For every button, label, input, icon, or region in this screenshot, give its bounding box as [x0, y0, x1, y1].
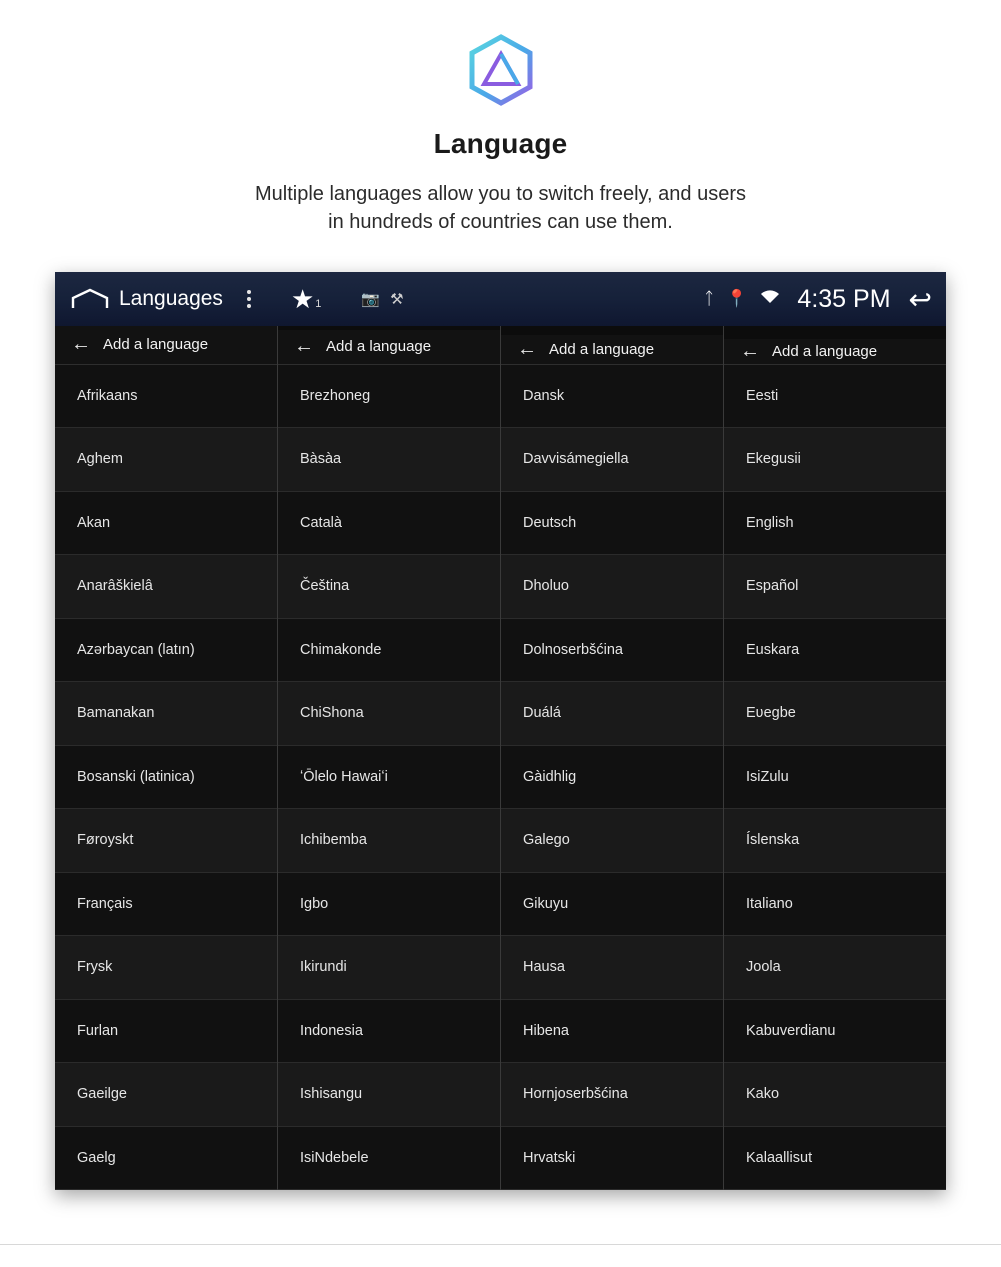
list-item[interactable]: Furlan	[55, 1000, 277, 1064]
panel-3-title: Add a language	[549, 340, 655, 358]
back-arrow-icon[interactable]: ←	[294, 335, 314, 358]
list-item[interactable]: Ekegusii	[724, 428, 946, 492]
more-vertical-icon[interactable]	[241, 290, 257, 308]
status-app-title: Languages	[119, 287, 223, 310]
image-icon[interactable]: 📷	[361, 291, 381, 308]
list-item[interactable]: Català	[278, 492, 500, 556]
list-item[interactable]: English	[724, 492, 946, 556]
list-item[interactable]: Hausa	[501, 936, 723, 1000]
list-item[interactable]: Anarâškielâ	[55, 555, 277, 619]
page-subtitle	[0, 180, 1001, 236]
panel-4	[724, 326, 946, 1190]
star-icon[interactable]	[291, 286, 321, 312]
list-item[interactable]: Afrikaans	[55, 365, 277, 429]
list-item[interactable]: Čeština	[278, 555, 500, 619]
panel-1-list[interactable]	[55, 365, 277, 1191]
list-item[interactable]: Føroyskt	[55, 809, 277, 873]
list-item[interactable]: Dolnoserbšćina	[501, 619, 723, 683]
list-item[interactable]: Azərbaycan (latın)	[55, 619, 277, 683]
panel-3-list[interactable]	[501, 365, 723, 1191]
list-item[interactable]: Gaelg	[55, 1127, 277, 1191]
subtitle-line-1: Multiple languages allow you to switch freely, and users	[255, 183, 746, 205]
panel-4-title: Add a language	[772, 342, 878, 360]
list-item[interactable]: Français	[55, 873, 277, 937]
list-item[interactable]: Joola	[724, 936, 946, 1000]
back-arrow-icon[interactable]: ←	[71, 333, 91, 356]
media-icons	[361, 290, 403, 308]
usb-icon[interactable]: ⚒	[390, 291, 404, 308]
list-item[interactable]: Ichibemba	[278, 809, 500, 873]
list-item[interactable]: Duálá	[501, 682, 723, 746]
list-item[interactable]: ʻŌlelo Hawaiʻi	[278, 746, 500, 810]
wifi-icon[interactable]	[759, 289, 781, 310]
list-item[interactable]: Gaeilge	[55, 1063, 277, 1127]
list-item[interactable]: Hornjoserbšćina	[501, 1063, 723, 1127]
back-arrow-icon[interactable]: ↩	[908, 283, 932, 315]
device-screenshot	[55, 272, 946, 1190]
list-item[interactable]: Akan	[55, 492, 277, 556]
list-item[interactable]: Bàsàa	[278, 428, 500, 492]
logo-container	[0, 0, 1001, 106]
panel-3	[501, 326, 724, 1190]
list-item[interactable]: Galego	[501, 809, 723, 873]
list-item[interactable]: Kalaallisut	[724, 1127, 946, 1191]
status-bar	[55, 272, 946, 326]
location-pin-icon[interactable]: 📍	[726, 289, 748, 308]
panel-1-title: Add a language	[103, 336, 209, 354]
list-item[interactable]: Hibena	[501, 1000, 723, 1064]
bluetooth-icon[interactable]: ᛏ	[704, 289, 715, 308]
list-item[interactable]: Bosanski (latinica)	[55, 746, 277, 810]
page-title: Language	[433, 128, 568, 159]
list-item[interactable]: Hrvatski	[501, 1127, 723, 1191]
list-item[interactable]: Español	[724, 555, 946, 619]
list-item[interactable]: Dholuo	[501, 555, 723, 619]
panel-1-header	[55, 326, 277, 365]
status-right-cluster	[704, 283, 946, 316]
footer-divider	[0, 1244, 1001, 1245]
list-item[interactable]: Eesti	[724, 365, 946, 429]
list-item[interactable]: Euskara	[724, 619, 946, 683]
list-item[interactable]: Kako	[724, 1063, 946, 1127]
list-item[interactable]: Kabuverdianu	[724, 1000, 946, 1064]
list-item[interactable]: Ikirundi	[278, 936, 500, 1000]
panel-1	[55, 326, 278, 1190]
home-icon[interactable]	[69, 286, 111, 312]
list-item[interactable]: Italiano	[724, 873, 946, 937]
panel-2-header	[278, 330, 500, 365]
list-item[interactable]: Igbo	[278, 873, 500, 937]
list-item[interactable]: Eʋegbe	[724, 682, 946, 746]
back-arrow-icon[interactable]: ←	[517, 337, 537, 360]
list-item[interactable]: Brezhoneg	[278, 365, 500, 429]
status-clock: 4:35 PM	[797, 284, 891, 313]
star-count: 1	[315, 298, 322, 310]
subtitle-line-2: in hundreds of countries can use them.	[328, 211, 673, 233]
list-item[interactable]: Frysk	[55, 936, 277, 1000]
panel-2	[278, 326, 501, 1190]
list-item[interactable]: Bamanakan	[55, 682, 277, 746]
list-item[interactable]: Aghem	[55, 428, 277, 492]
list-item[interactable]: ChiShona	[278, 682, 500, 746]
list-item[interactable]: Indonesia	[278, 1000, 500, 1064]
star-glyph: ★	[290, 284, 315, 314]
panel-4-list[interactable]	[724, 365, 946, 1191]
list-item[interactable]: Gikuyu	[501, 873, 723, 937]
list-item[interactable]: Davvisámegiella	[501, 428, 723, 492]
list-item[interactable]: Íslenska	[724, 809, 946, 873]
panel-2-title: Add a language	[326, 338, 432, 356]
list-item[interactable]: Ishisangu	[278, 1063, 500, 1127]
list-item[interactable]: Dansk	[501, 365, 723, 429]
panel-2-list[interactable]	[278, 365, 500, 1191]
list-item[interactable]: IsiNdebele	[278, 1127, 500, 1191]
back-arrow-icon[interactable]: ←	[740, 339, 760, 362]
list-item[interactable]: Gàidhlig	[501, 746, 723, 810]
list-item[interactable]: IsiZulu	[724, 746, 946, 810]
language-panels	[55, 326, 946, 1190]
panel-3-header	[501, 335, 723, 365]
panel-4-header	[724, 339, 946, 365]
list-item[interactable]: Chimakonde	[278, 619, 500, 683]
list-item[interactable]: Deutsch	[501, 492, 723, 556]
hexagon-logo-icon	[468, 34, 534, 106]
